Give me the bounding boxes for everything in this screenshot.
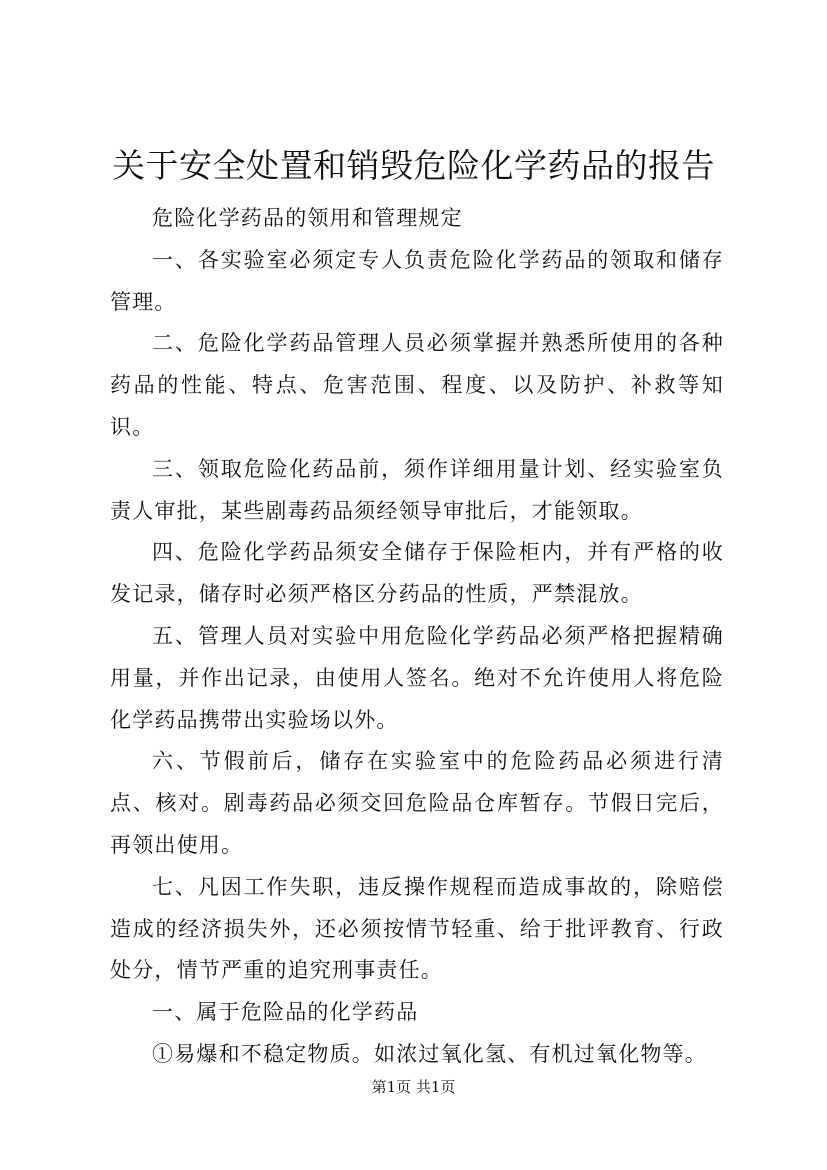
paragraph-item-5: 五、管理人员对实验中用危险化学药品必须严格把握精确用量，并作出记录，由使用人签名。绝对不允许使用人将危险化学药品携带出实验场以外。 — [110, 623, 724, 732]
paragraph-section-heading: 一、属于危险品的化学药品 — [152, 1000, 419, 1025]
paragraph-item-7: 七、凡因工作失职，违反操作规程而造成事故的，除赔偿造成的经济损失外，还必须按情节轻重、给于批评教育、行政处分，情节严重的追究刑事责任。 — [110, 874, 724, 983]
paragraph-list-item: ①易爆和不稳定物质。如浓过氧化氢、有机过氧化物等。 — [152, 1041, 707, 1066]
page-number-footer: 第1页 共1页 — [371, 1078, 456, 1096]
paragraph-item-6: 六、节假前后，储存在实验室中的危险药品必须进行清点、核对。剧毒药品必须交回危险品仓库暂存。节假日完后，再领出使用。 — [110, 749, 724, 857]
paragraph-item-3: 三、领取危险化药品前，须作详细用量计划、经实验室负责人审批，某些剧毒药品须经领导审批后，才能领取。 — [110, 456, 724, 523]
paragraph-heading-rules: 危险化学药品的领用和管理规定 — [152, 206, 463, 230]
document-body — [110, 198, 724, 1076]
paragraph-item-4: 四、危险化学药品须安全储存于保险柜内，并有严格的收发记录，储存时必须严格区分药品的性质，严禁混放。 — [110, 540, 724, 607]
document-title: 关于安全处置和销毁危险化学药品的报告 — [112, 146, 715, 185]
paragraph-item-2: 二、危险化学药品管理人员必须掌握并熟悉所使用的各种药品的性能、特点、危害范围、程度、以及防护、补救等知识。 — [110, 331, 724, 439]
paragraph-item-1: 一、各实验室必须定专人负责危险化学药品的领取和储存管理。 — [110, 247, 724, 314]
